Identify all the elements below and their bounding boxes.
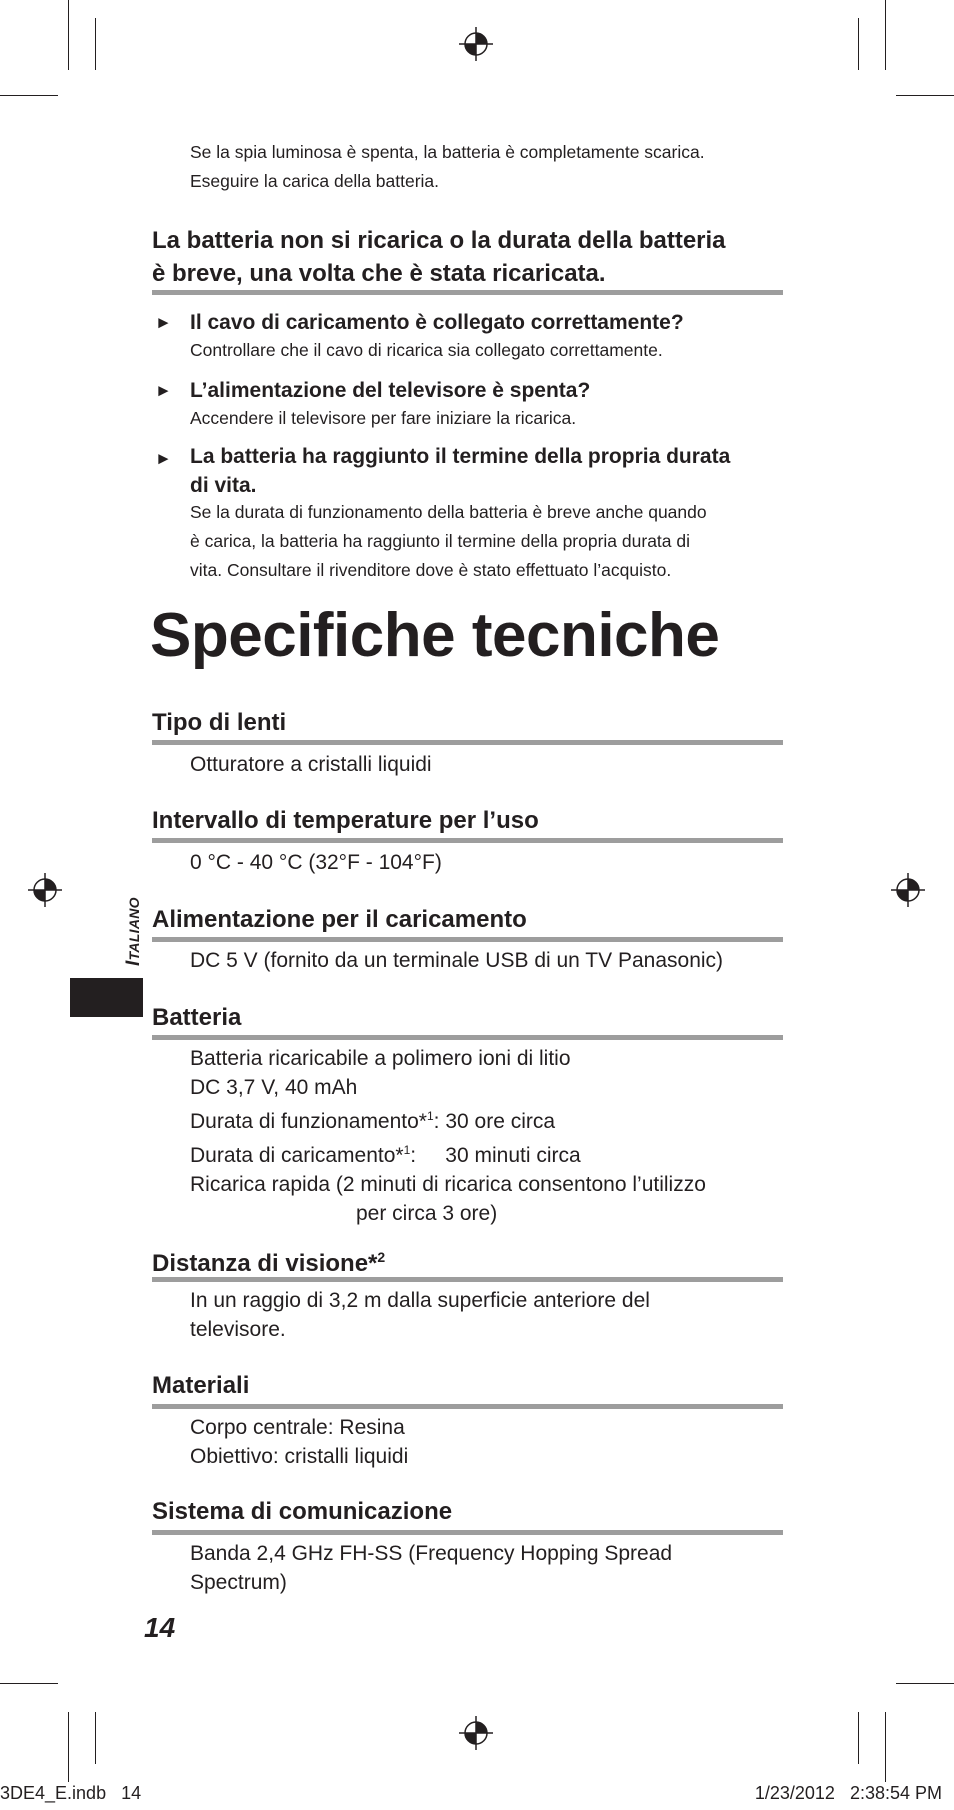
spec-value-temperature: 0 °C - 40 °C (32°F - 104°F): [190, 851, 442, 874]
crop-mark: [95, 18, 96, 70]
communication-line: Banda 2,4 GHz FH-SS (Frequency Hopping Spread: [190, 1542, 673, 1565]
bullet-text-line: è carica, la batteria ha raggiunto il termine della propria durata di: [190, 531, 691, 551]
intro-line: Eseguire la carica della batteria.: [190, 171, 440, 191]
crop-mark: [68, 1712, 69, 1782]
heading-rule: [152, 1035, 783, 1040]
distance-line: televisore.: [190, 1318, 286, 1341]
crop-mark: [0, 95, 58, 96]
bullet-title-line: La batteria ha raggiunto il termine della propria durata: [190, 445, 731, 468]
materials-line: Obiettivo: cristalli liquidi: [190, 1445, 409, 1468]
bullet-text-line: Se la durata di funzionamento della batteria è breve anche quando: [190, 502, 707, 522]
battery-line: DC 3,7 V, 40 mAh: [190, 1076, 358, 1099]
page-title: Specifiche tecniche: [150, 601, 720, 670]
bullet-text: [190, 498, 790, 585]
bullet-title: L’alimentazione del televisore è spenta?: [190, 379, 591, 402]
page-number: 14: [144, 1612, 176, 1643]
intro-text: [190, 138, 705, 196]
battery-line: per circa 3 ore): [356, 1202, 498, 1225]
bullet-title: Il cavo di caricamento è collegato correttamente?: [190, 311, 684, 334]
materials-line: Corpo centrale: Resina: [190, 1416, 405, 1439]
distance-heading-text: Distanza di visione*: [152, 1250, 378, 1277]
operating-label: Durata di funzionamento*: [190, 1110, 427, 1133]
footnote-ref: 1: [426, 1109, 434, 1123]
language-initial: I: [123, 960, 144, 966]
heading-rule: [152, 290, 783, 295]
crop-mark: [896, 1683, 954, 1684]
bullet-text: Controllare che il cavo di ricarica sia collegato correttamente.: [190, 340, 663, 360]
spec-heading-power: Alimentazione per il caricamento: [152, 906, 527, 933]
crop-mark: [896, 95, 954, 96]
spec-heading-temperature: Intervallo di temperature per l’uso: [152, 807, 539, 834]
bullet-title-line: di vita.: [190, 474, 257, 497]
communication-line: Spectrum): [190, 1571, 287, 1594]
spec-value-lens: Otturatore a cristalli liquidi: [190, 753, 432, 776]
battery-line: Ricarica rapida (2 minuti di ricarica consentono l’utilizzo: [190, 1173, 706, 1196]
spec-heading-distance: [152, 1242, 385, 1279]
footnote-ref: 1: [403, 1143, 411, 1157]
registration-mark-icon: [457, 25, 495, 63]
charging-value: : 30 minuti circa: [410, 1144, 581, 1167]
spec-value-communication: [190, 1539, 790, 1597]
spec-value-materials: [190, 1413, 790, 1471]
heading-rule: [152, 740, 783, 745]
spec-heading-battery: Batteria: [152, 1004, 242, 1031]
language-rest: TALIANO: [126, 897, 142, 961]
spec-value-battery: [190, 1044, 790, 1228]
registration-mark-icon: [457, 1714, 495, 1752]
troubleshooting-heading: [152, 224, 782, 290]
crop-mark: [68, 0, 69, 70]
heading-line: è breve, una volta che è stata ricaricata.: [152, 260, 606, 287]
bullet-arrow-icon: ►: [155, 449, 172, 468]
spec-heading-materials: Materiali: [152, 1372, 250, 1399]
bullet-arrow-icon: ►: [155, 381, 172, 400]
crop-mark: [95, 1712, 96, 1764]
spec-value-power: DC 5 V (fornito da un terminale USB di un TV Panasonic): [190, 949, 724, 972]
bullet-text-line: vita. Consultare il rivenditore dove è stato effettuato l’acquisto.: [190, 560, 672, 580]
heading-rule: [152, 1530, 783, 1535]
bullet-arrow-icon: ►: [155, 313, 172, 332]
crop-mark: [858, 1712, 859, 1764]
language-side-label: [123, 897, 145, 966]
battery-charging-time: [190, 1136, 790, 1170]
charging-label: Durata di caricamento*: [190, 1144, 404, 1167]
operating-value: : 30 ore circa: [433, 1110, 556, 1133]
bullet-title: [190, 442, 790, 500]
battery-line: Batteria ricaricabile a polimero ioni di litio: [190, 1047, 571, 1070]
crop-mark: [885, 1712, 886, 1782]
spec-value-distance: [190, 1286, 790, 1344]
crop-mark: [885, 0, 886, 70]
heading-rule: [152, 838, 783, 843]
print-slug-file: 3DE4_E.indb 14: [0, 1783, 142, 1803]
heading-rule: [152, 1277, 783, 1282]
registration-mark-icon: [26, 871, 64, 909]
distance-line: In un raggio di 3,2 m dalla superficie anteriore del: [190, 1289, 650, 1312]
crop-mark: [858, 18, 859, 70]
heading-rule: [152, 937, 783, 942]
heading-rule: [152, 1404, 783, 1409]
spec-heading-lens: Tipo di lenti: [152, 709, 287, 736]
registration-mark-icon: [889, 871, 927, 909]
intro-line: Se la spia luminosa è spenta, la batteria è completamente scarica.: [190, 142, 705, 162]
footnote-ref: 2: [377, 1249, 386, 1265]
spec-heading-communication: Sistema di comunicazione: [152, 1498, 453, 1525]
heading-line: La batteria non si ricarica o la durata della batteria: [152, 227, 726, 254]
language-tab: [70, 978, 143, 1017]
print-slug-timestamp: 1/23/2012 2:38:54 PM: [754, 1783, 942, 1803]
battery-operating-time: [190, 1102, 790, 1136]
crop-mark: [0, 1683, 58, 1684]
bullet-text: Accendere il televisore per fare iniziare la ricarica.: [190, 408, 577, 428]
